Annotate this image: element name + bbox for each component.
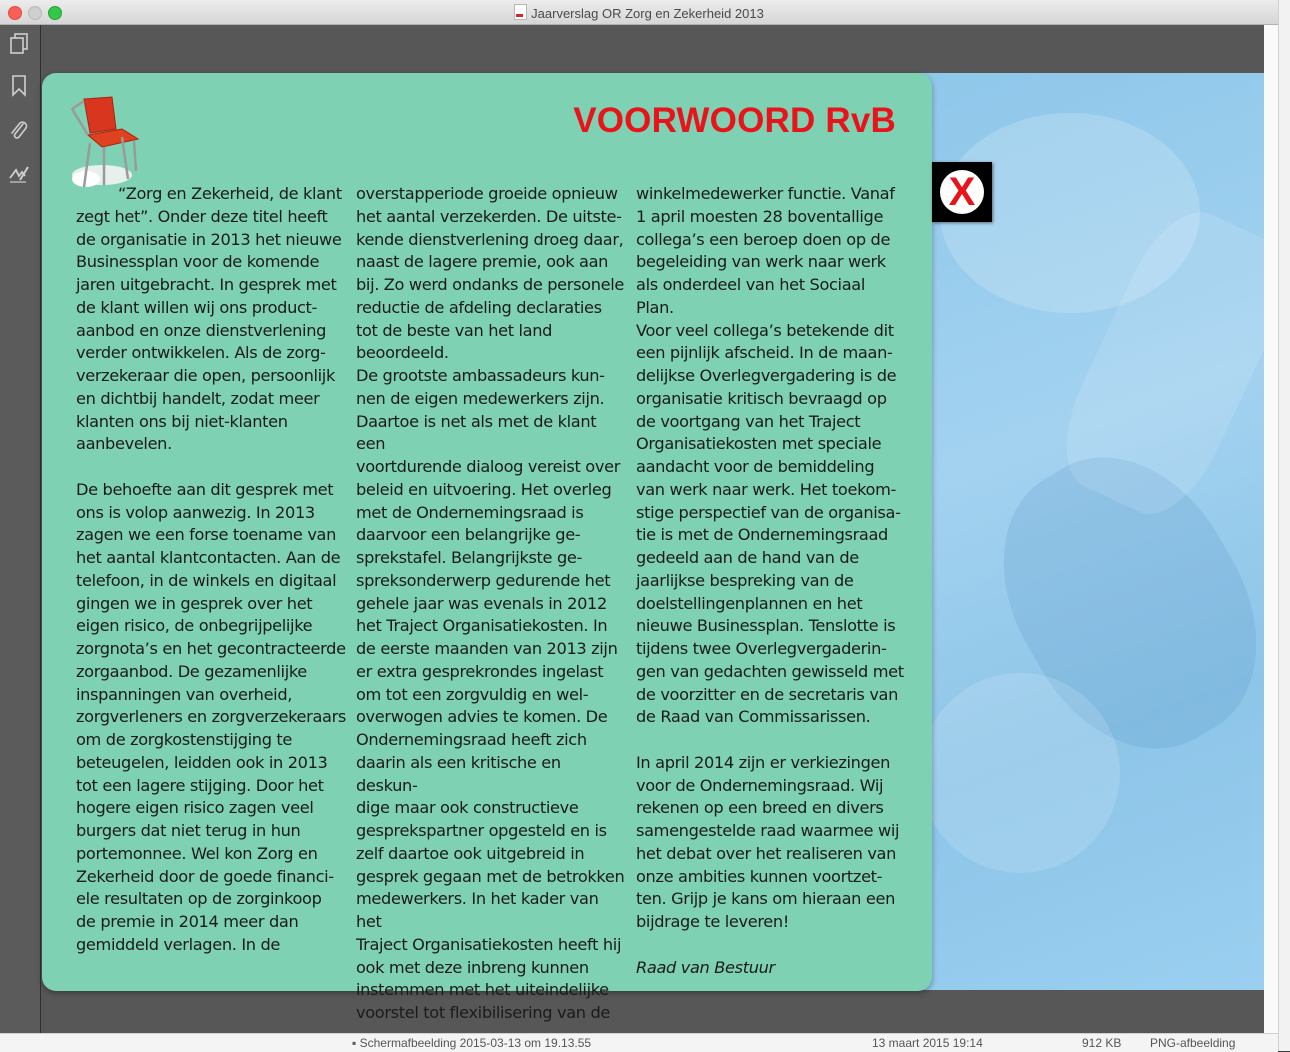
thumbnails-icon[interactable] (8, 33, 30, 55)
text-column-3 (636, 183, 906, 979)
paragraph: winkelmedewerker functie. Vanaf 1 april moesten 28 boventallige collega’s een beroep doen op de begeleiding van werk naar werk als onderdeel van het Sociaal Plan. Voor veel collega’s betekende dit een pijnlijk afscheid. In de maan- delijkse Overlegvergadering is de organisatie kritisch bevraagd op de voortgang van het Traject Organisatiekosten met speciale aandacht voor de bemiddeling van werk naar werk. Het toekom- stige perspectief van de organisa- tie is met de Ondernemingsraad gedeeld aan de hand van de jaarlijkse bespreking van de doelstellingenplannen en het nieuwe Businessplan. Tenslotte is tijdens twee Overlegvergaderin- gen van gedachten gewisseld met de voorzitter en de secretaris van de Raad van Commissarissen. (636, 184, 904, 727)
background-finder-edge (1278, 0, 1290, 1051)
close-icon: X (940, 170, 984, 214)
window-title-wrap (0, 4, 1278, 21)
scrollbar-track[interactable] (1264, 25, 1278, 1033)
paragraph: In april 2014 zijn er verkiezingen voor de Ondernemingsraad. Wij rekenen op een breed en divers samengestelde raad waarmee wij het debat over het realiseren van onze ambities kunnen voortzet- ten. Grijp je kans om hieraan een bijdrage te leveren! (636, 752, 900, 931)
page-heading: VOORWOORD RvB (573, 101, 896, 140)
finder-filename: ▪ Schermafbeelding 2015-03-13 om 19.13.55 (352, 1036, 592, 1050)
finder-date: 13 maart 2015 19:14 (872, 1036, 983, 1050)
finder-size: 912 KB (1082, 1036, 1122, 1050)
signature-icon[interactable] (8, 163, 30, 185)
text-column-2 (356, 183, 626, 1025)
paragraph: “Zorg en Zekerheid, de klant zegt het”. Onder deze titel heeft de organisatie in 2013 het nieuwe Businessplan voor de komende jaren uitgebracht. In gesprek met de klant willen wij ons product- aanbod en onze dienstverlening verder ontwikkelen. Als de zorg- verzekeraar die open, persoonlijk en dichtbij handelt, zodat meer klanten ons bij niet-klanten aanbevelen. (76, 184, 342, 454)
pdf-document-icon (514, 4, 527, 20)
close-page-button[interactable] (932, 162, 992, 222)
finder-kind: PNG-afbeelding (1150, 1036, 1236, 1050)
text-column-1 (76, 183, 346, 957)
signature-text: Raad van Bestuur (636, 957, 775, 977)
chair-illustration (64, 95, 144, 191)
paperclip-icon[interactable] (8, 119, 30, 141)
paragraph: overstapperiode groeide opnieuw het aantal verzekerden. De uitste- kende dienstverlening droeg daar, naast de lagere premie, ook aan bij. Zo werd ondanks de personele reductie de afdeling declaraties tot de beste van het land beoordeeld. De grootste ambassadeurs kun- nen de eigen medewerkers zijn. Daartoe is net als met de klant een voortdurende dialoog vereist over beleid en uitvoering. Het overleg met de Ondernemingsraad is daarvoor een belangrijke ge- sprekstafel. Belangrijkste ge- spreksonderwerp gedurende het gehele jaar was evenals in 2012 het Traject Organisatiekosten. In de eerste maanden van 2013 zijn er extra gesprekrondes ingelast om tot een zorgvuldig en wel- overwogen advies te komen. De Ondernemingsraad heeft zich daarin als een kritische en deskun- dige maar ook constructieve gesprekspartner opgesteld en is zelf daartoe ook uitgebreid in gesprek gegaan met de betrokken medewerkers. In het kader van het Traject Organisatiekosten heeft hij ook met deze inbreng kunnen instemmen met het uiteindelijke voorstel tot flexibilisering van de (356, 184, 625, 1022)
sidebar (0, 25, 41, 1051)
foreword-card (42, 73, 932, 1022)
bookmark-icon[interactable] (8, 75, 30, 97)
paragraph: De behoefte aan dit gesprek met ons is volop aanwezig. In 2013 zagen we een forse toename van het aantal klantcontacten. Aan de telefoon, in de winkels en digitaal gingen we in gesprek over het eigen risico, de onbegrijpelijke zorgnota’s en het gecontracteerde zorgaanbod. De gezamenlijke inspanningen van overheid, zorgverleners en zorgverzekeraars om de zorgkostenstijging te beteugelen, leidden ook in 2013 tot een lagere stijging. Door het hogere eigen risico zagen veel burgers dat niet terug in hun portemonnee. Wel kon Zorg en Zekerheid door de goede financi- ele resultaten op de zorginkoop de premie in 2014 meer dan gemiddeld verlagen. In de (76, 479, 346, 954)
window-title: Jaarverslag OR Zorg en Zekerheid 2013 (531, 6, 764, 21)
window-titlebar (0, 0, 1278, 25)
background-finder-row (0, 1033, 1278, 1052)
